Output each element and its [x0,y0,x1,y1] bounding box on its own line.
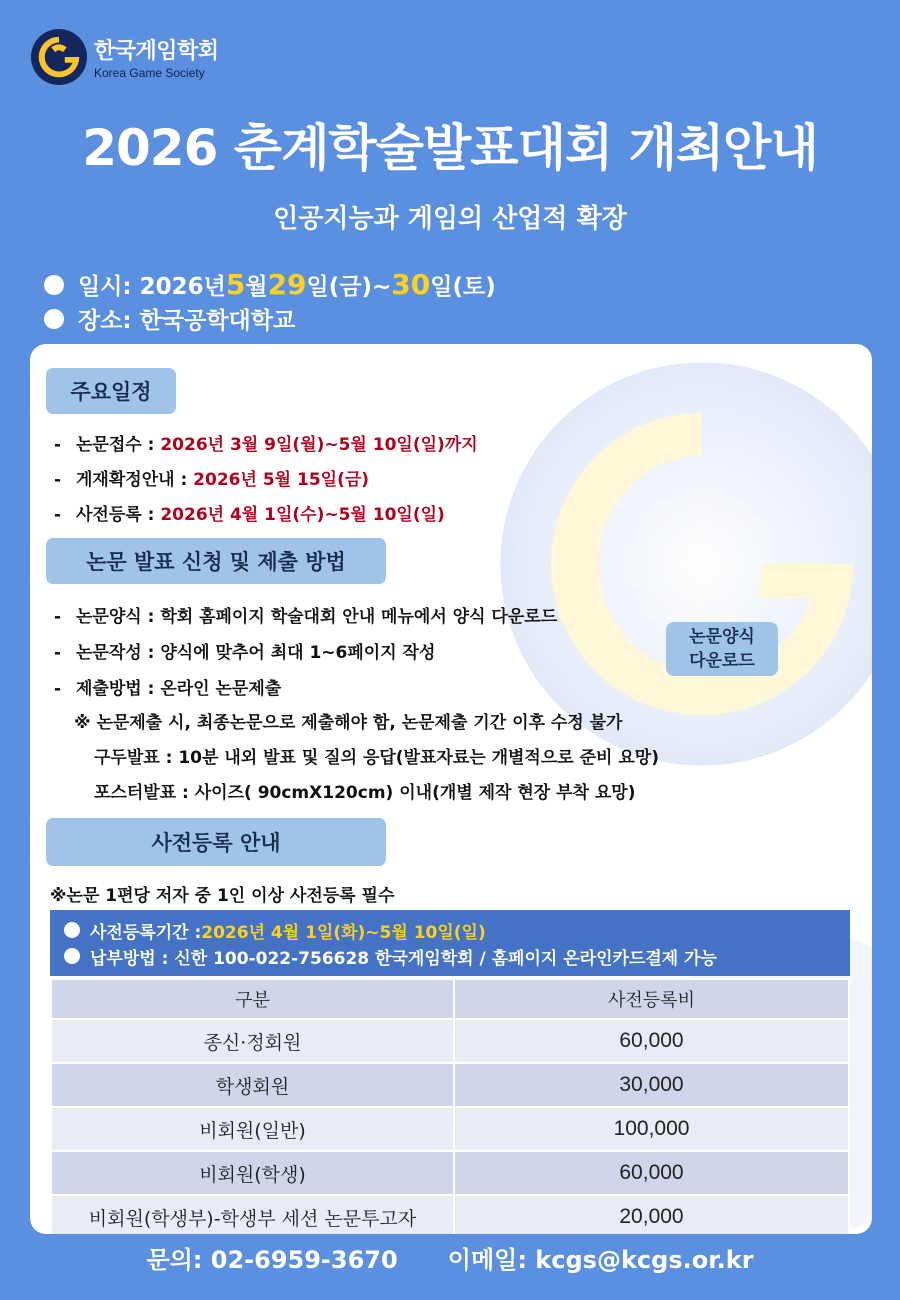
bullet-icon [64,922,80,938]
schedule-item: - 게재확정안내 : 2026년 5월 15일(금) [54,470,370,490]
submission-item: - 제출방법 : 온라인 논문제출 [54,679,282,699]
date-label: 일시: 2026년 [78,274,226,300]
schedule-heading: 주요일정 [46,368,176,414]
kgs-logo-icon [30,28,88,86]
poster-presentation-note: 포스터발표 : 사이즈( 90cmX120cm) 이내(개별 제작 현장 부착 요망) [94,783,636,803]
submission-item-text: 논문작성 : 양식에 맞추어 최대 1~6페이지 작성 [76,643,436,663]
date-day2: 30 [391,268,431,301]
table-row [51,1195,849,1234]
event-venue [44,302,295,335]
date-day1: 29 [267,268,307,301]
table-row [51,1063,849,1107]
date-day1-rest: 일(금)~ [306,274,392,300]
registration-period-label: 사전등록기간 : [90,922,202,943]
table-cell-fee: 100,000 [454,1107,849,1151]
bullet-icon [44,309,64,329]
submission-item-text: 논문양식 : 학회 홈페이지 학술대회 안내 메뉴에서 양식 다운로드 [76,607,558,627]
page-subtitle: 인공지능과 게임의 산업적 확장 [273,204,627,234]
submission-item: - 논문작성 : 양식에 맞추어 최대 1~6페이지 작성 [54,643,436,663]
registration-payment [64,943,850,969]
registration-period-value: 2026년 4월 1일(화)~5월 10일(일) [201,922,486,943]
table-row [51,1107,849,1151]
logo-name-english: Korea Game Society [94,66,205,80]
download-button-line2: 다운로드 [689,651,755,671]
date-day2-rest: 일(토) [430,274,496,300]
registration-heading: 사전등록 안내 [46,818,386,866]
table-cell-category: 종신·정회원 [51,1019,454,1063]
table-cell-fee: 20,000 [454,1195,849,1234]
date-month-unit: 월 [245,274,268,300]
schedule-item-label: 게재확정안내 : [76,470,194,490]
event-date [44,268,496,301]
submission-item: - 논문양식 : 학회 홈페이지 학술대회 안내 메뉴에서 양식 다운로드 [54,607,558,627]
page-title: 2026 춘계학술발표대회 개최안내 [82,119,818,177]
table-cell-fee: 60,000 [454,1151,849,1195]
schedule-item: - 사전등록 : 2026년 4월 1일(수)~5월 10일(일) [54,505,445,525]
bullet-icon [64,948,80,964]
table-cell-category: 비회원(학생부)-학생부 세션 논문투고자 [51,1195,454,1234]
registration-info-box [50,910,850,976]
submission-note: ※ 논문제출 시, 최종논문으로 제출해야 함, 논문제출 기간 이후 수정 불가 [74,713,623,733]
table-header: 구분 [51,979,454,1019]
fee-table [50,978,850,1234]
logo-name-korean: 한국게임학회 [94,39,219,64]
registration-note: ※논문 1편당 저자 중 1인 이상 사전등록 필수 [50,886,395,906]
submission-heading: 논문 발표 신청 및 제출 방법 [46,538,386,584]
table-cell-category: 학생회원 [51,1063,454,1107]
content-card [30,344,872,1234]
society-logo [30,28,219,86]
registration-payment-text: 납부방법 : 신한 100-022-756628 한국게임학회 / 홈페이지 온라인카드결제 가능 [90,948,717,969]
table-row [51,1019,849,1063]
schedule-item-label: 논문접수 : [76,435,161,455]
table-cell-fee: 60,000 [454,1019,849,1063]
schedule-item: - 논문접수 : 2026년 3월 9일(월)~5월 10일(일)까지 [54,435,478,455]
oral-presentation-note: 구두발표 : 10분 내외 발표 및 질의 응답(발표자료는 개별적으로 준비 요망) [94,748,659,768]
table-cell-category: 비회원(일반) [51,1107,454,1151]
contact-footer: 문의: 02-6959-3670 이메일: kcgs@kcgs.or.kr [146,1246,754,1274]
date-month: 5 [225,268,246,301]
table-row [51,1151,849,1195]
schedule-item-value: 2026년 5월 15일(금) [193,470,370,490]
bullet-icon [44,275,64,295]
table-header: 사전등록비 [454,979,849,1019]
schedule-item-value: 2026년 3월 9일(월)~5월 10일(일)까지 [160,435,478,455]
submission-item-text: 제출방법 : 온라인 논문제출 [76,679,282,699]
table-cell-fee: 30,000 [454,1063,849,1107]
schedule-item-label: 사전등록 : [76,505,161,525]
schedule-item-value: 2026년 4월 1일(수)~5월 10일(일) [160,505,445,525]
download-template-button[interactable] [666,622,778,676]
download-button-line1: 논문양식 [689,627,755,647]
registration-period [64,917,850,943]
venue-text: 장소: 한국공학대학교 [78,308,296,334]
table-cell-category: 비회원(학생) [51,1151,454,1195]
